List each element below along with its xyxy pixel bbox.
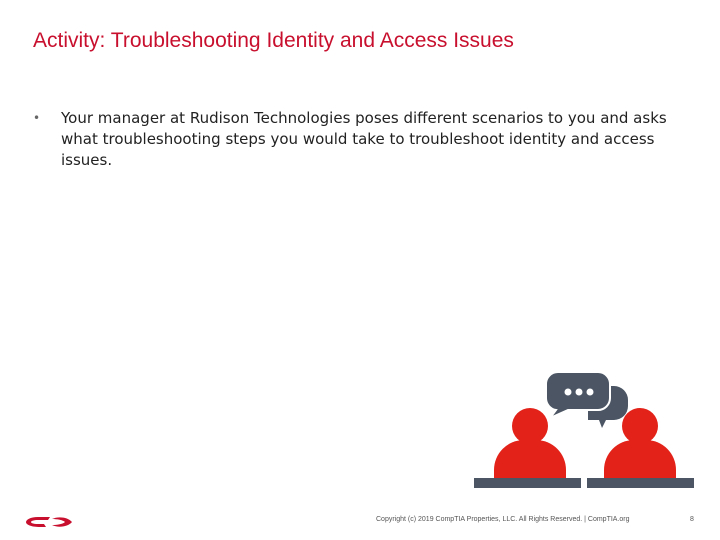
bullet-item [33,108,673,171]
conversation-icon [470,368,700,492]
bubble-dot [587,389,594,396]
comptia-logo-icon [24,514,74,530]
bullet-marker: • [33,111,41,125]
slide-title: Activity: Troubleshooting Identity and Access Issues [33,29,514,52]
left-person-body [494,440,566,478]
bubble-dot [576,389,583,396]
right-person-body [604,440,676,478]
left-desk [474,478,581,488]
bullet-list [33,108,673,171]
bubble-dot [565,389,572,396]
right-desk [587,478,694,488]
page-number: 8 [690,516,694,523]
left-person-head [512,408,548,444]
copyright-text: Copyright (c) 2019 CompTIA Properties, LLC. All Rights Reserved. | CompTIA.org [376,516,630,523]
right-person-head [622,408,658,444]
bullet-text: Your manager at Rudison Technologies poses different scenarios to you and asks what troubleshooting steps you would take to troubleshoot identity and access issues. [61,109,667,169]
